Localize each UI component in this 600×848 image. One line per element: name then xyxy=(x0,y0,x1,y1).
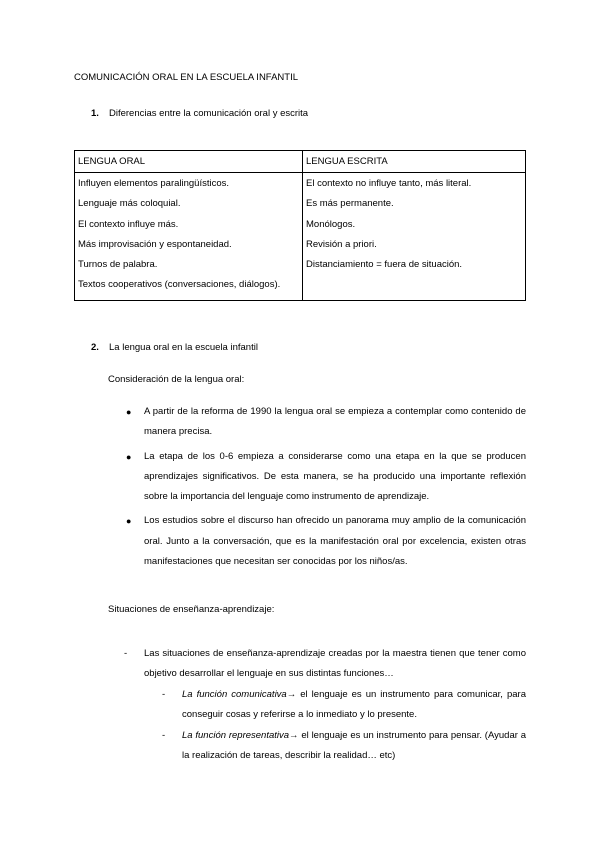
section-1-heading xyxy=(91,108,308,119)
table-line: Es más permanente. xyxy=(306,198,394,210)
section-title: Diferencias entre la comunicación oral y escrita xyxy=(109,108,309,119)
list-item-text: La etapa de los 0-6 empieza a considerarse como una etapa en la que se producen aprendizajes significativos. De esta manera, se ha producido una importante reflexión sobre la importancia del lenguaje como instrumento de aprendizaje. xyxy=(144,450,526,503)
function-name: La función representativa xyxy=(182,730,290,741)
list-item-text: Los estudios sobre el discurso han ofrecido un panorama muy amplio de la comunicación oral. Junto a la conversación, que es la manifestación oral por excelencia, existen otras manifestaciones que necesitan ser conocidas por los niños/as. xyxy=(144,515,526,568)
list-item xyxy=(126,511,526,572)
bullet-icon: ● xyxy=(126,451,132,462)
consideration-label: Consideración de la lengua oral: xyxy=(108,374,245,385)
dash-icon: - xyxy=(162,689,166,700)
list-item xyxy=(126,447,526,508)
table-line: Turnos de palabra. xyxy=(78,259,158,271)
document-title: COMUNICACIÓN ORAL EN LA ESCUELA INFANTIL xyxy=(74,72,299,83)
table-header-oral: LENGUA ORAL xyxy=(75,151,303,173)
function-description: el lenguaje es un instrumento para comunicar, para conseguir cosas y referirse a lo inmediato y lo presente. xyxy=(182,689,526,721)
section-2-heading xyxy=(91,342,258,353)
table-line: Revisión a priori. xyxy=(306,238,377,250)
section-number: 2. xyxy=(91,342,99,353)
table-line: El contexto influye más. xyxy=(78,218,179,230)
table-line: Textos cooperativos (conversaciones, diálogos). xyxy=(78,279,281,291)
table-cell-oral xyxy=(75,173,303,301)
table-line: Distanciamiento = fuera de situación. xyxy=(306,259,463,271)
table-line: Más improvisación y espontaneidad. xyxy=(78,238,232,250)
function-description: el lenguaje es un instrumento para pensar. (Ayudar a la realización de tareas, describir la realidad… etc) xyxy=(182,730,527,762)
arrow-icon: → xyxy=(289,730,299,741)
list-item xyxy=(126,402,526,443)
bullet-icon: ● xyxy=(126,407,132,417)
sub-item-text xyxy=(162,685,526,726)
table-line: El contexto no influye tanto, más literal. xyxy=(306,178,472,189)
sub-list-item xyxy=(162,726,526,767)
list-item-text: A partir de la reforma de 1990 la lengua oral se empieza a contemplar como contenido de manera precisa. xyxy=(144,406,526,438)
comparison-table xyxy=(74,150,526,301)
table-line: Influyen elementos paralingüísticos. xyxy=(78,178,230,189)
section-title: La lengua oral en la escuela infantil xyxy=(109,342,258,353)
bullet-icon: ● xyxy=(126,516,132,527)
table-header-escrita: LENGUA ESCRITA xyxy=(303,151,526,173)
bullet-list xyxy=(126,402,526,576)
table-cell-escrita xyxy=(303,173,526,301)
sub-list-item xyxy=(162,685,526,726)
dash-icon: - xyxy=(162,730,166,741)
dash-item-text: Las situaciones de enseñanza-aprendizaje creadas por la maestra tienen que tener como objetivo desarrollar el lenguaje en sus distintas funciones… xyxy=(144,648,526,680)
function-name: La función comunicativa xyxy=(182,689,287,700)
sub-item-text xyxy=(162,726,526,767)
dash-icon: - xyxy=(124,648,128,659)
table-line: Monólogos. xyxy=(306,218,356,230)
section-number: 1. xyxy=(91,108,99,119)
situations-label: Situaciones de enseñanza-aprendizaje: xyxy=(108,604,275,615)
arrow-icon: → xyxy=(286,689,297,700)
dash-list-item xyxy=(124,644,526,685)
table-line: Lenguaje más coloquial. xyxy=(78,198,181,210)
